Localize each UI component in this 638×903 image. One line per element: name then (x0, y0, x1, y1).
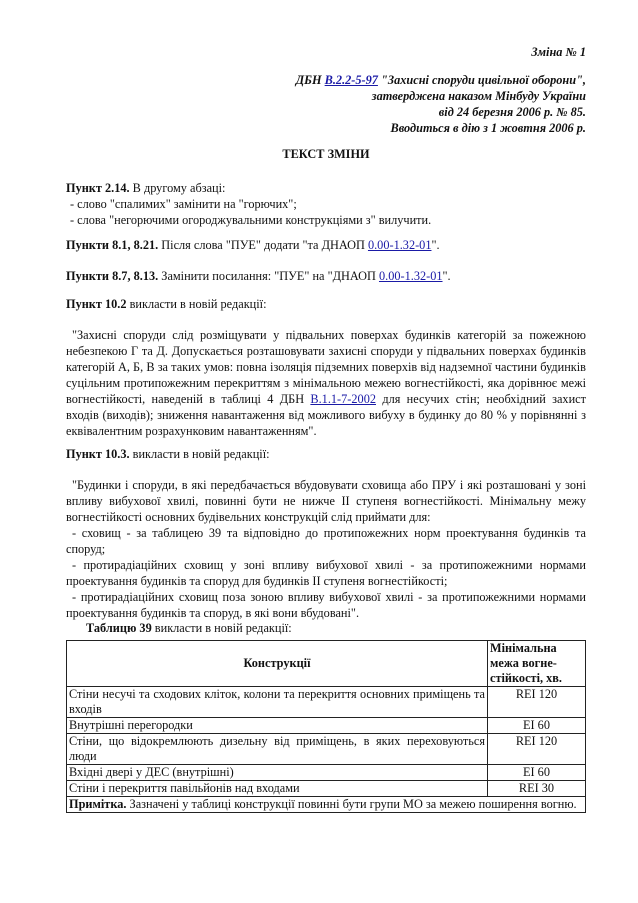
dbn-line: ДБН В.2.2-5-97 "Захисні споруди цивільної оборони", (295, 73, 586, 87)
page-title: ТЕКСТ ЗМІНИ (282, 147, 370, 161)
effective-line: Вводиться в дію з 1 жовтня 2006 р. (390, 121, 586, 135)
table-row: Стіни і перекриття павільйонів над входами REI 30 (67, 781, 586, 797)
dbn-link[interactable]: В.2.2-5-97 (324, 73, 378, 87)
date-line: від 24 березня 2006 р. № 85. (438, 105, 586, 119)
section-2-14: Пункт 2.14. В другому абзаці: - слово "спалимих" замінити на "горючих"; - слова "негорючими огороджувальними конструкціями з" вилучити. (66, 180, 586, 228)
list-item: - протирадіаційних сховищ у зоні впливу вибухової хвилі - за протипожежними нормами проектування будинків та споруд для будинків II ступеня вогнестійкості; (66, 558, 586, 588)
section-10-2-heading: Пункт 10.2 викласти в новій редакції: (66, 297, 267, 311)
section-10-3-heading: Пункт 10.3. викласти в новій редакції: (66, 447, 270, 461)
section-10-3-body: "Будинки і споруди, в які передбачається вбудовувати сховища або ПРУ і які розташовані у зоні впливу вибухової хвилі, повинні бути не нижче II ступеня вогнестійкості. Мінімальну межу вогнестійкості основних будівельних конструкцій слід приймати для: - сховищ - за таблицею 39 та відповідно до протипожежних норм проектування будинків та споруд; - протирадіаційних сховищ у зоні впливу вибухової хвилі - за протипожежними нормами проектування будинків та споруд для будинків II ступеня вогнестійкості; - протирадіаційних сховищ поза зоною впливу вибухової хвилі - за протипожежними нормами проектування будинків та споруд, в які вони вбудовані". (66, 478, 586, 620)
change-number: Зміна № 1 (531, 45, 586, 59)
table-note-row (67, 797, 586, 813)
col-header-constructions: Конструкції (67, 641, 488, 687)
list-item: - сховищ - за таблицею 39 та відповідно до протипожежних норм проектування будинків та споруд; (66, 526, 586, 556)
table-intro: Таблицю 39 викласти в новій редакції: (86, 621, 292, 635)
table-39 (66, 640, 586, 813)
approved-line: затверджена наказом Мінбуду України (371, 89, 586, 103)
dnaop-link[interactable]: 0.00-1.32-01 (378, 269, 443, 283)
list-item: - слово "спалимих" замінити на "горючих"; (70, 197, 297, 211)
dnaop-link[interactable]: 0.00-1.32-01 (367, 238, 432, 252)
header-block (276, 72, 586, 136)
list-item: - протирадіаційних сховищ поза зоною впливу вибухової хвилі - за протипожежними нормами проектування будинків та споруд, в які вони вбудовані". (66, 590, 586, 620)
table-row: Вхідні двері у ДЕС (внутрішні) ЕІ 60 (67, 765, 586, 781)
list-item: - слова "негорючими огороджувальними конструкціями з" вилучити. (70, 213, 432, 227)
section-8-1: Пункти 8.1, 8.21. Після слова "ПУЕ" додати "та ДНАОП 0.00-1.32-01". (66, 238, 440, 252)
table-note: Примітка. Зазначені у таблиці конструкції повинні бути групи МО за межею поширення вогню. (67, 797, 586, 813)
table-header-row (67, 641, 586, 687)
dbn-table-link[interactable]: В.1.1-7-2002 (310, 392, 376, 406)
table-row: Внутрішні перегородки ЕІ 60 (67, 718, 586, 734)
section-10-2-body: "Захисні споруди слід розміщувати у підвальних поверхах будинків категорій за пожежною небезпекою Г та Д. Допускається розташовувати захисні споруди у підвальних поверхах будинків категорій А, Б, В за таких умов: повна ізоляція підземних поверхів від надземної частини будинків суцільним протипожежним перекриттям з мінімальною межею вогнестійкості, яка дорівнює межі вогнестійкості, наведеній в таблиці 4 ДБН В.1.1-7-2002 для несучих стін; необхідний захист входів (виходів); зниження навантаження від можливого вибуху в будинку до 80 % у порівнянні з еквівалентним розрахунковим навантаженням". (66, 328, 586, 438)
table-row: Стіни, що відокремлюють дизельну від приміщень, в яких переховуються люди REI 120 (67, 734, 586, 765)
section-8-7: Пункти 8.7, 8.13. Замінити посилання: "ПУЕ" на "ДНАОП 0.00-1.32-01". (66, 269, 451, 283)
table-row: Стіни несучі та сходових кліток, колони та перекриття основних приміщень та входів REI 120 (67, 687, 586, 718)
col-header-fire-resistance: Мінімальна межа вогне-стійкості, хв. (488, 641, 586, 687)
